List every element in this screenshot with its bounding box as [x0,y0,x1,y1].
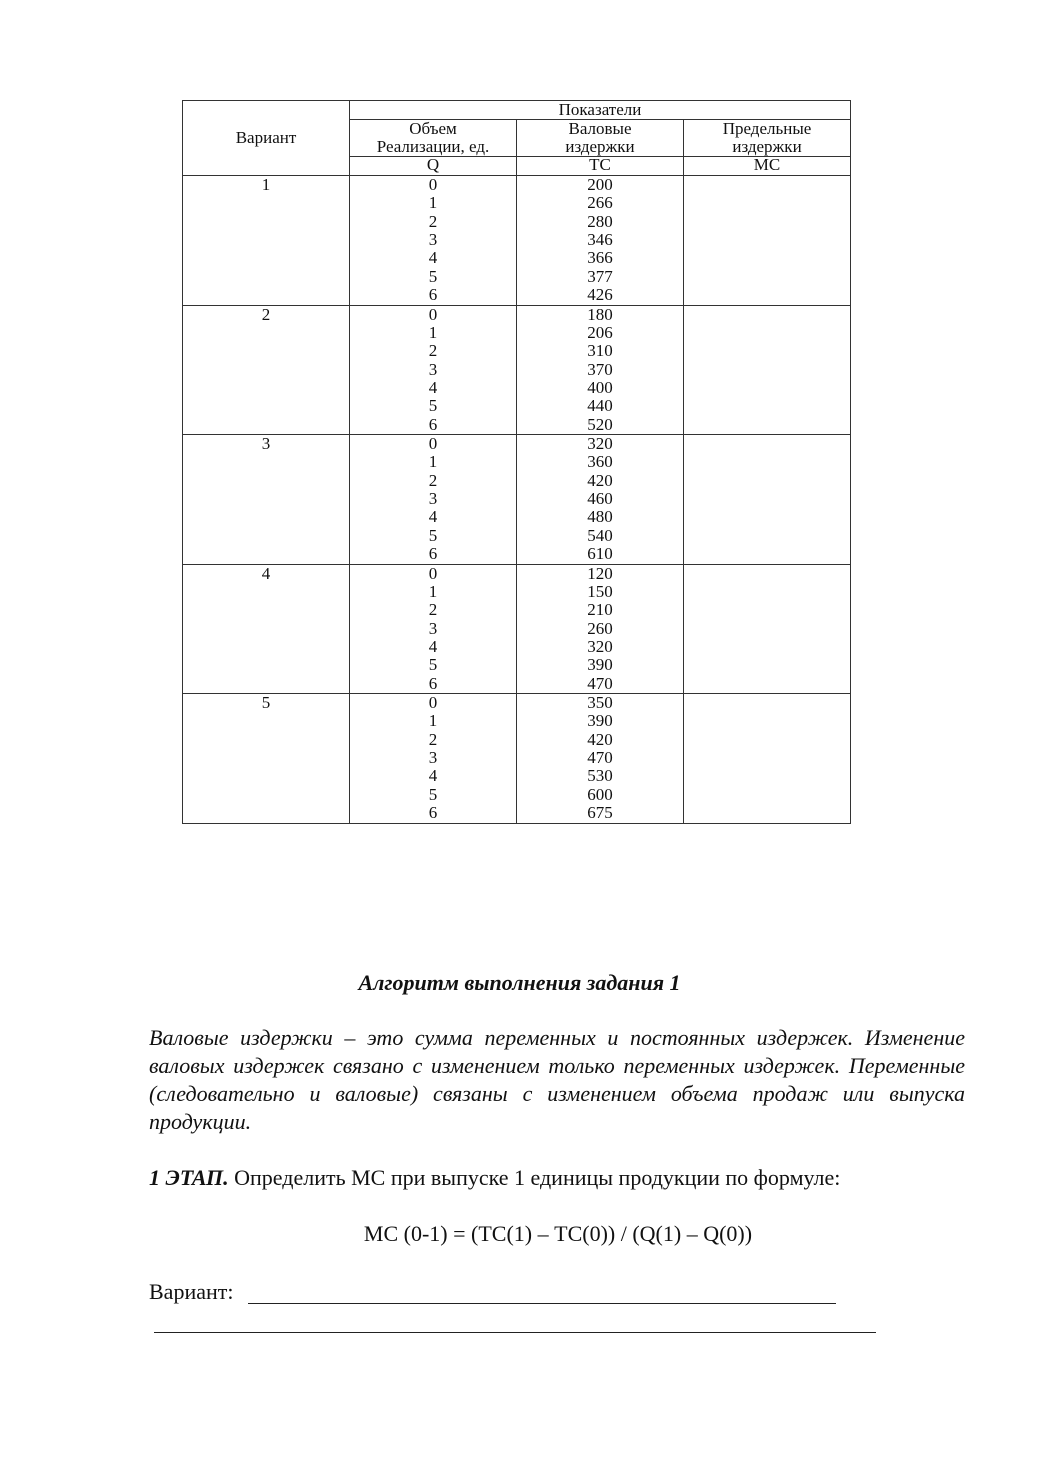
tc-values [517,176,684,306]
column-symbol-tc: TC [517,157,684,176]
tc-value: 210 [587,600,613,620]
answer-line-1 [248,1303,836,1304]
q-value: 0 [428,434,438,453]
variant-group [183,176,851,306]
column-symbol-mc: MC [684,157,851,176]
q-value: 1 [428,193,438,213]
variant-group [183,694,851,824]
q-value: 2 [428,600,438,620]
q-value: 0 [428,693,438,712]
column-header-mc: Предельные издержки [684,120,851,157]
q-value: 2 [428,211,438,231]
algorithm-heading: Алгоритм выполнения задания 1 [358,970,681,995]
q-value: 6 [428,285,438,305]
tc-value: 370 [587,359,613,379]
tc-value: 350 [587,693,613,712]
tc-value: 530 [587,766,613,786]
q-value: 1 [428,581,438,601]
variant-number: 1 [183,176,350,306]
tc-value: 426 [587,285,613,305]
q-value: 3 [428,618,438,638]
tc-value: 266 [587,193,613,213]
variant-number: 3 [183,435,350,565]
column-header-q: Объем Реализации, ед. [350,120,517,157]
tc-value: 320 [587,636,613,656]
tc-value: 310 [587,341,613,361]
q-value: 4 [428,377,438,397]
tc-value: 377 [587,266,613,286]
q-value: 0 [428,175,438,194]
tc-value: 540 [587,525,613,545]
tc-values [517,564,684,694]
formula: МС (0-1) = (ТС(1) – ТС(0)) / (Q(1) – Q(0)) [363,1221,753,1246]
tc-value: 150 [587,581,613,601]
q-value: 1 [428,452,438,472]
step-text: Определить МС при выпуске 1 единицы продукции по формуле: [234,1165,841,1190]
tc-value: 440 [587,396,613,416]
tc-value: 470 [587,748,613,768]
q-value: 1 [428,711,438,731]
intro-paragraph: Валовые издержки – это сумма переменных и постоянных издержек. Изменение валовых издержек связано с изменением только переменных издержек. Переменные (следовательно и валовые) связаны с изменением объема продаж или выпуска продукции. [149,1025,965,1134]
variant-number: 2 [183,305,350,435]
mc-cell[interactable] [684,305,851,435]
variant-number: 4 [183,564,350,694]
tc-value: 480 [587,507,613,527]
tc-value: 460 [587,489,613,509]
q-value: 3 [428,489,438,509]
tc-value: 600 [587,784,613,804]
tc-value: 206 [587,322,613,342]
q-value: 6 [428,803,438,823]
tc-value: 520 [587,414,613,434]
q-values [350,564,517,694]
mc-cell[interactable] [684,694,851,824]
q-values [350,305,517,435]
variant-group [183,435,851,565]
column-symbol-q: Q [350,157,517,176]
mc-cell[interactable] [684,435,851,565]
q-value: 4 [428,507,438,527]
q-value: 3 [428,748,438,768]
variant-number: 5 [183,694,350,824]
q-value: 2 [428,341,438,361]
variant-group [183,564,851,694]
q-value: 3 [428,230,438,250]
q-value: 6 [428,414,438,434]
q-value: 2 [428,470,438,490]
tc-value: 420 [587,470,613,490]
indicators-header: Показатели [350,101,851,120]
variant-header: Вариант [183,101,350,176]
tc-value: 260 [587,618,613,638]
tc-value: 390 [587,711,613,731]
tc-value: 610 [587,544,613,564]
q-value: 4 [428,636,438,656]
column-header-tc: Валовые издержки [517,120,684,157]
q-values [350,176,517,306]
mc-cell[interactable] [684,564,851,694]
tc-value: 675 [587,803,613,823]
tc-value: 200 [587,175,613,194]
tc-values [517,694,684,824]
tc-value: 320 [587,434,613,453]
variant-group [183,305,851,435]
q-values [350,694,517,824]
q-value: 0 [428,304,438,324]
tc-value: 400 [587,377,613,397]
tc-value: 366 [587,248,613,268]
step-label: 1 ЭТАП. [149,1165,229,1190]
mc-cell[interactable] [684,176,851,306]
q-value: 5 [428,784,438,804]
q-value: 2 [428,729,438,749]
q-value: 5 [428,655,438,675]
tc-value: 420 [587,729,613,749]
q-value: 4 [428,248,438,268]
q-value: 6 [428,544,438,564]
tc-values [517,305,684,435]
q-value: 3 [428,359,438,379]
q-value: 5 [428,396,438,416]
tc-value: 390 [587,655,613,675]
tc-values [517,435,684,565]
q-value: 0 [428,563,438,583]
tc-value: 120 [587,563,613,583]
q-value: 1 [428,322,438,342]
tc-value: 470 [587,673,613,693]
q-value: 5 [428,525,438,545]
q-value: 5 [428,266,438,286]
answer-line-2 [154,1332,876,1333]
q-values [350,435,517,565]
q-value: 4 [428,766,438,786]
tc-value: 180 [587,304,613,324]
cost-table [182,100,851,824]
tc-value: 346 [587,230,613,250]
step-paragraph [149,1164,979,1192]
tc-value: 280 [587,211,613,231]
tc-value: 360 [587,452,613,472]
q-value: 6 [428,673,438,693]
answer-label: Вариант: [149,1279,234,1304]
